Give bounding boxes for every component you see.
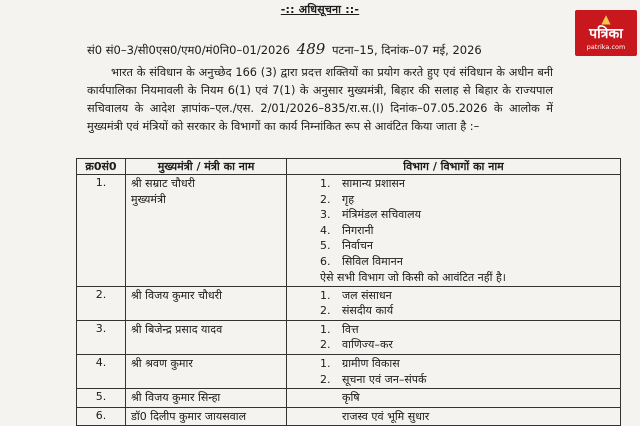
row-departments bbox=[287, 407, 621, 426]
notification-paragraph bbox=[87, 64, 553, 136]
minister-name-line: मुख्यमंत्री bbox=[131, 192, 166, 206]
department-number: 6. bbox=[320, 254, 331, 268]
department-name: मंत्रिमंडल सचिवालय bbox=[342, 208, 421, 222]
row-serial: 2. bbox=[77, 286, 126, 320]
header-name: मुख्यमंत्री / मंत्री का नाम bbox=[126, 159, 287, 175]
reference-place-date: पटना–15, दिनांक–07 मई, 2026 bbox=[331, 43, 482, 57]
department-name: सिविल विमानन bbox=[342, 254, 403, 268]
logo-site: patrika.com bbox=[586, 43, 626, 51]
department-number: 2. bbox=[320, 192, 331, 206]
department-list bbox=[292, 176, 615, 270]
department-note: ऐसे सभी विभाग जो किसी को आवंटित नहीं है। bbox=[320, 270, 506, 284]
department-item bbox=[320, 390, 615, 406]
department-number: 2. bbox=[320, 338, 331, 352]
row-departments bbox=[287, 286, 621, 320]
table-row bbox=[77, 286, 621, 320]
table-row bbox=[77, 389, 621, 408]
handwritten-number: 489 bbox=[296, 40, 326, 58]
header-departments: विभाग / विभागों का नाम bbox=[287, 159, 621, 175]
department-item bbox=[320, 322, 615, 338]
department-list bbox=[292, 288, 615, 319]
row-departments bbox=[287, 389, 621, 408]
minister-name-line: डॉ0 दिलीप कुमार जायसवाल bbox=[131, 409, 247, 423]
minister-name-line: श्री विजय कुमार सिन्हा bbox=[131, 391, 221, 405]
department-name: निर्वाचन bbox=[342, 239, 374, 253]
row-serial: 1. bbox=[77, 175, 126, 287]
department-name: वाणिज्य–कर bbox=[342, 338, 393, 352]
header-serial: क्र0सं0 bbox=[77, 159, 126, 175]
department-name: सूचना एवं जन–संपर्क bbox=[342, 372, 427, 386]
department-item bbox=[320, 303, 615, 319]
row-serial: 4. bbox=[77, 354, 126, 388]
minister-name-line: श्री सम्राट चौधरी bbox=[131, 177, 195, 190]
department-name: गृह bbox=[342, 192, 355, 206]
department-item bbox=[320, 288, 615, 304]
row-minister-name bbox=[126, 320, 287, 354]
department-name: राजस्व एवं भूमि सुधार bbox=[342, 409, 430, 423]
department-list bbox=[292, 322, 615, 353]
row-minister-name bbox=[126, 286, 287, 320]
reference-number: सं0 सं0–3/सी0एस0/एम0/मं0नि0–01/2026 bbox=[87, 43, 290, 57]
table-row bbox=[77, 320, 621, 354]
department-list bbox=[292, 356, 615, 387]
row-minister-name bbox=[126, 407, 287, 426]
table-header-row bbox=[77, 159, 621, 175]
title-text: -:: अधिसूचना ::- bbox=[280, 3, 360, 16]
department-name: जल संसाधन bbox=[342, 288, 392, 302]
department-name: कृषि bbox=[342, 391, 360, 405]
department-name: सामान्य प्रशासन bbox=[342, 177, 405, 190]
department-number: 5. bbox=[320, 239, 331, 253]
table-row bbox=[77, 175, 621, 287]
department-number: 2. bbox=[320, 372, 331, 386]
department-number: 3. bbox=[320, 208, 331, 222]
reference-line bbox=[87, 40, 607, 58]
department-item bbox=[320, 254, 615, 270]
department-number: 2. bbox=[320, 304, 331, 318]
department-name: निगरानी bbox=[342, 223, 374, 237]
ministers-table bbox=[76, 158, 621, 426]
row-departments bbox=[287, 354, 621, 388]
row-serial: 3. bbox=[77, 320, 126, 354]
department-number: 4. bbox=[320, 223, 331, 237]
department-name: ग्रामीण विकास bbox=[342, 356, 400, 370]
row-minister-name bbox=[126, 175, 287, 287]
logo-emblem-icon: ▲ bbox=[601, 12, 611, 26]
department-item bbox=[320, 409, 615, 425]
minister-name-line: श्री बिजेन्द्र प्रसाद यादव bbox=[131, 322, 223, 336]
minister-name-line: श्री विजय कुमार चौधरी bbox=[131, 288, 222, 302]
department-number: 1. bbox=[320, 322, 331, 336]
department-item bbox=[320, 207, 615, 223]
department-list bbox=[292, 409, 615, 425]
department-item bbox=[320, 337, 615, 353]
department-item bbox=[320, 372, 615, 388]
table-row bbox=[77, 354, 621, 388]
department-item bbox=[320, 223, 615, 239]
patrika-logo bbox=[575, 10, 637, 56]
row-serial: 6. bbox=[77, 407, 126, 426]
row-minister-name bbox=[126, 389, 287, 408]
table-row bbox=[77, 407, 621, 426]
department-item bbox=[320, 238, 615, 254]
row-departments bbox=[287, 175, 621, 287]
row-departments bbox=[287, 320, 621, 354]
row-minister-name bbox=[126, 354, 287, 388]
department-item bbox=[320, 192, 615, 208]
department-number: 1. bbox=[320, 288, 331, 302]
logo-brand: पत्रिका bbox=[589, 26, 623, 42]
row-serial: 5. bbox=[77, 389, 126, 408]
notification-title bbox=[0, 2, 640, 17]
department-name: संसदीय कार्य bbox=[342, 304, 394, 318]
minister-name-line: श्री श्रवण कुमार bbox=[131, 356, 193, 370]
department-item bbox=[320, 356, 615, 372]
paragraph-text: भारत के संविधान के अनुच्छेद 166 (3) द्वारा प्रदत्त शक्तियों का प्रयोग करते हुए एवं संविधान के अधीन बनी कार्यपालिका नियमावली के नियम 6(1) एवं 7(1) के अनुसार मुख्यमंत्री, बिहार की सलाह से बिहार के राज्यपाल सचिवालय के आदेश ज्ञापांक–एल./एस. 2/01/2026–835/रा.स.(I) दिनांक–07.05.2026 के आलोक में मुख्यमंत्री एवं मंत्रियों को सरकार के विभागों का कार्य निम्नांकित रूप से आवंटित किया जाता है :– bbox=[87, 66, 553, 133]
department-name: वित्त bbox=[342, 322, 359, 336]
department-list bbox=[292, 390, 615, 406]
department-number: 1. bbox=[320, 177, 331, 190]
department-item bbox=[320, 176, 615, 192]
department-number: 1. bbox=[320, 356, 331, 370]
